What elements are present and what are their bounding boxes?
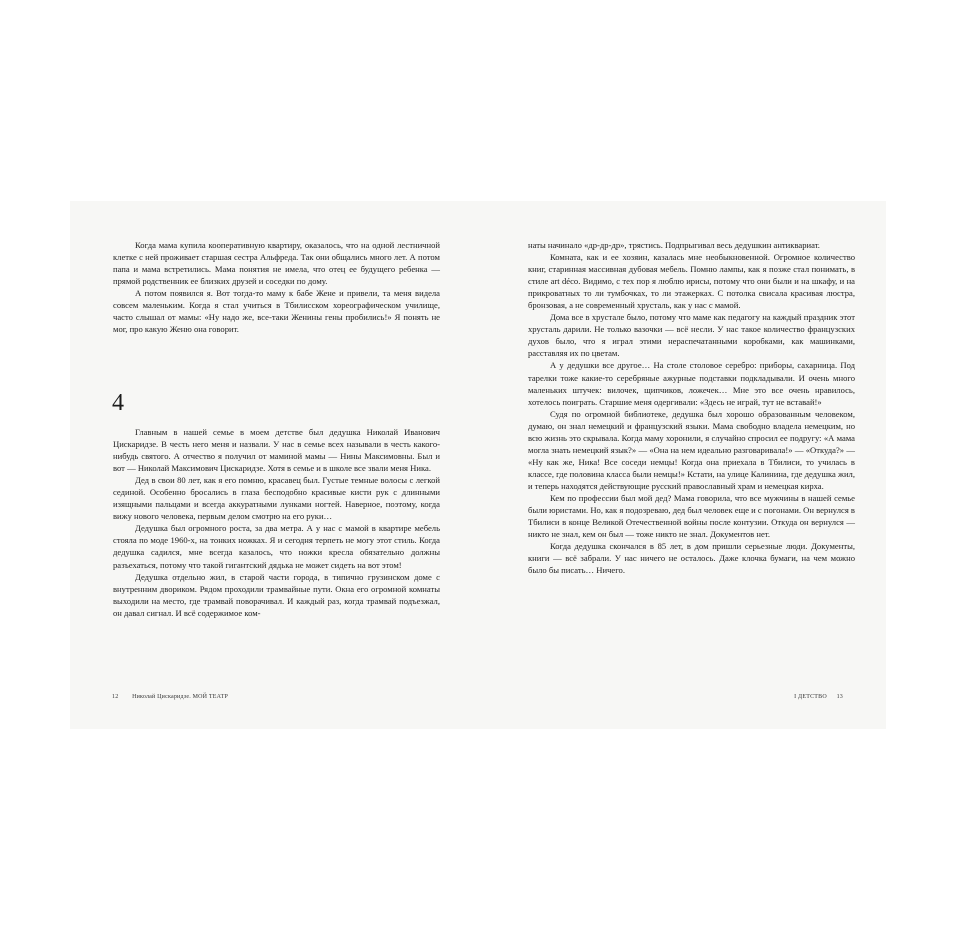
paragraph: Когда дедушка скончался в 85 лет, в дом пришли серьезные люди. Документы, книги — всё забрали. У нас ничего не осталось. Даже клочка бумаги, на чем можно было бы писать… Ничего. (528, 541, 855, 576)
left-text-top (113, 239, 440, 335)
paragraph-continuation: наты начинало «др-др-др», трястись. Подпрыгивал весь дедушкин антиквариат. (528, 240, 820, 250)
paragraph: Судя по огромной библиотеке, дедушка был хорошо образованным человеком, думаю, он знал немецкий и французский языки. Мама свободно владела немецким, но всю жизнь это скрывала. Когда маму хоронили, я случайно спросил ее подругу: «А мама могла знать немецкий язык?» — «Она на нем идеально разговаривала!» — «Откуда?» — «Ну как же, Ника! Все соседи немцы! Когда она приехала в Тбилиси, то училась в классе, где половина класса были немцы!» Кстати, на улице Калинина, где дедушка жил, и теперь находятся действующие русский православный храм и немецкая кирха. (528, 408, 855, 491)
right-text (528, 239, 855, 576)
left-footer (112, 693, 228, 701)
paragraph: Главным в нашей семье в моем детстве был дедушка Николай Иванович Цискаридзе. В честь него меня и назвали. У нас в семье всех называли в честь какого-нибудь святого. А отчество я получил от маминой мамы — Нины Максимовны. Был и вот — Николай Максимович Цискаридзе. Хотя в семье и в школе все звали меня Ника. (113, 427, 440, 474)
left-text-bottom (113, 426, 440, 619)
paragraph: А потом появился я. Вот тогда-то маму к бабе Жене и привели, та меня видела совсем маленьким. Когда я стал учиться в Тбилисском хореографическом училище, часто слышал от мамы: «Ну надо же, все-таки Женины гены пробились!» Я понять не мог, про какую Женю она говорит. (113, 288, 440, 335)
paragraph: Дедушка отдельно жил, в старой части города, в типично грузинском доме с внутренним двориком. Рядом проходили трамвайные пути. Окна его огромной комнаты выходили на место, где трамвай поворачивал. И каждый раз, когда трамвай подъезжал, он давал сигнал. И всё содержимое ком- (113, 571, 440, 618)
book-spread (70, 201, 886, 729)
right-footer (794, 693, 843, 701)
running-head: Николай Цискаридзе. МОЙ ТЕАТР (132, 694, 229, 700)
left-page (70, 201, 478, 729)
paragraph: Дед в свои 80 лет, как я его помню, красавец был. Густые темные волосы с легкой сединой. Особенно бросались в глаза бесподобно красивые кисти рук с длинными изящными пальцами и всегда аккуратными лунками ногтей. Наверное, поэтому, когда вижу нового человека, первым делом смотрю на его руки… (113, 475, 440, 522)
right-page (478, 201, 886, 729)
paragraph: Комната, как и ее хозяин, казалась мне необыкновенной. Огромное количество книг, старинная массивная дубовая мебель. Помню лампы, как я позже стал понимать, в стиле art déco. Видимо, с тех пор я люблю ирисы, потому что они были и на шкафу, и на прикроватных то ли тумбочках, то ли этажерках. С потолка свисала красивая люстра, бронзовая, а не современный хрусталь, как у нас с мамой. (528, 252, 855, 311)
paragraph: Кем по профессии был мой дед? Мама говорила, что все мужчины в нашей семье были юристами. Но, как я подозреваю, дед был человек еще и с погонами. Он вернулся в Тбилиси в конце Великой Отечественной войны после контузии. Откуда он вернулся — никто не знал, кем он был — тоже никто не знал. Документов нет. (528, 492, 855, 540)
paragraph: Дедушка был огромного роста, за два метра. А у нас с мамой в квартире мебель стояла по моде 1960-х, на тонких ножках. Я и сегодня терпеть не могу этот стиль. Когда дедушка садился, мне всегда казалось, что ножки кресла обязательно должны разъехаться, потому что такой гигантский дядька не может сидеть на вот этом! (113, 523, 440, 570)
section-title: I ДЕТСТВО (794, 694, 827, 700)
paragraph: А у дедушки все другое… На столе столовое серебро: приборы, сахарница. Под тарелки тоже какие-то серебряные ажурные подставки подкладывали. И очень много маленьких штучек: вилочек, щипчиков, ложечек… Мне это все очень нравилось, хотелось поиграть. Старшие меня одергивали: «Здесь не играй, тут не вставай!» (528, 360, 855, 407)
page-number: 13 (836, 694, 843, 700)
chapter-number: 4 (112, 390, 124, 416)
paragraph: Дома все в хрустале было, потому что маме как педагогу на каждый праздник этот хрусталь дарили. Не только вазочки — всё несли. У нас такое количество французских духов было, что я играл этими нераспечатанными коробками, как машинками, расставляя их по цветам. (528, 312, 855, 359)
paragraph: Когда мама купила кооперативную квартиру, оказалось, что на одной лестничной клетке с ней проживает старшая сестра Альфреда. Так они общались много лет. А потом папа и мама встретились. Мама понятия не имела, что отец ее будущего ребенка — прямой родственник ее близких друзей и соседки по дому. (113, 240, 440, 287)
page-number: 12 (112, 694, 119, 700)
